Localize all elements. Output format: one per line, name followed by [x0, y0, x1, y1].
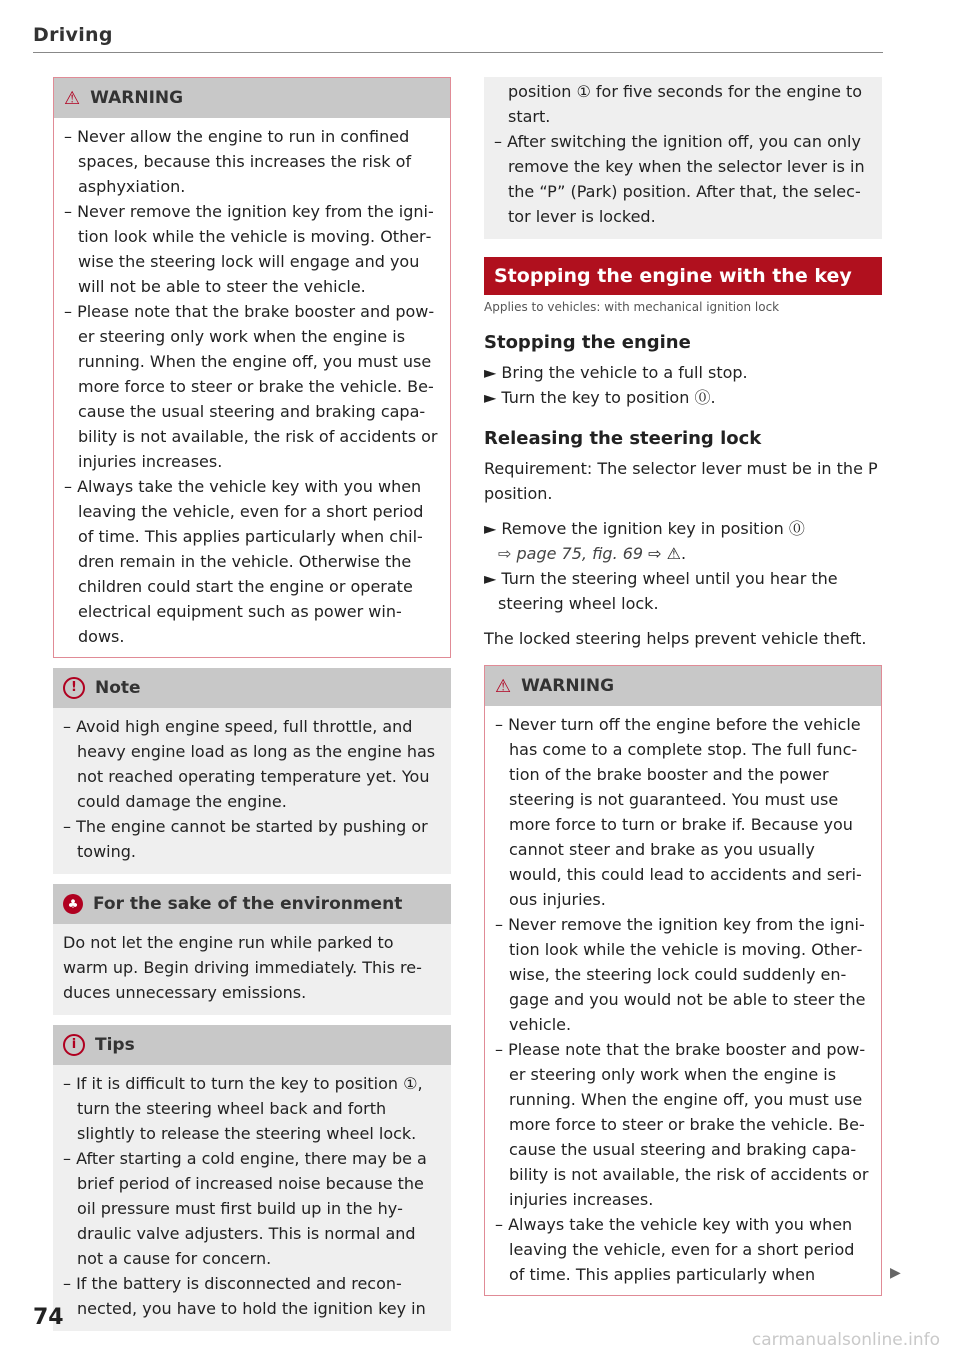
warning-title-text: WARNING: [521, 676, 615, 696]
tips-box-body: [53, 1065, 451, 1331]
page-number: 74: [33, 1305, 64, 1330]
tips-item: – If it is difficult to turn the key to position ①, turn the steering wheel back and forth slightly to release the steering wheel lock.: [63, 1074, 423, 1143]
warning-item: – Please note that the brake booster and power steering only work when the engine is running. When the engine off, you must use more force to steer or brake the vehicle. Because the usual steering and braking capability is not available, the risk of accidents or injuries increases.: [495, 1040, 869, 1209]
warning-item: – Never allow the engine to run in confined spaces, because this increases the risk of asphyxiation.: [64, 127, 412, 196]
tips-box: [53, 1025, 451, 1331]
warning-box-right-body: [485, 706, 881, 1295]
step: ► Turn the key to position ⓪.: [484, 388, 716, 407]
info-icon: i: [63, 1034, 85, 1056]
page-header: [33, 24, 883, 53]
step: ► Turn the steering wheel until you hear the steering wheel lock.: [484, 569, 838, 613]
environment-box-body: [53, 924, 451, 1015]
note-icon: !: [63, 677, 85, 699]
applies-to-text: Applies to vehicles: with mechanical ignition lock: [484, 300, 780, 314]
warning-item: – Never remove the ignition key from the ignition look while the vehicle is moving. Otherwise the steering lock will engage and you will not be able to steer the vehicle.: [64, 202, 434, 296]
leaf-icon: ♣: [63, 894, 83, 914]
page-header-title: Driving: [33, 24, 113, 46]
warning-box-title: [54, 78, 450, 118]
closing-text: The locked steering helps prevent vehicle theft.: [484, 629, 867, 648]
environment-title-text: For the sake of the environment: [93, 894, 403, 914]
step: ► Bring the vehicle to a full stop.: [484, 363, 748, 382]
warning-item: – Never turn off the engine before the vehicle has come to a complete stop. The full function of the brake booster and the power steering is not guaranteed. You must use more force to turn or brake if. Because you cannot steer and brake as you usually would, this could lead to accidents and serious injuries.: [495, 715, 862, 909]
note-box: [53, 668, 451, 874]
tips-item: – After starting a cold engine, there may be a brief period of increased noise because the oil pressure must first build up in the hydraulic valve adjusters. This is normal and not a cause for concern.: [63, 1149, 427, 1268]
note-box-body: [53, 708, 451, 874]
section-title: Stopping the engine with the key: [484, 257, 882, 295]
page-reference-link[interactable]: ⇨ page 75, fig. 69: [498, 544, 644, 563]
warning-item: – Never remove the ignition key from the ignition look while the vehicle is moving. Otherwise, the steering lock could suddenly engage and you would not be able to steer the vehicle.: [495, 915, 866, 1034]
warning-icon: ⚠: [495, 675, 512, 697]
warning-item: – Please note that the brake booster and power steering only work when the engine is running. When the engine off, you must use more force to steer or brake the vehicle. Because the usual steering and braking capability is not available, the risk of accidents or injuries increases.: [64, 302, 438, 471]
tips-continued-item: position ① for five seconds for the engine to start.: [508, 82, 863, 126]
environment-box: [53, 884, 451, 1015]
warning-item: – Always take the vehicle key with you when leaving the vehicle, even for a short period of time. This applies particularly when: [495, 1215, 855, 1284]
note-item: – The engine cannot be started by pushing or towing.: [63, 817, 428, 861]
environment-box-title: [53, 884, 451, 924]
tips-title-text: Tips: [95, 1035, 135, 1055]
environment-text: Do not let the engine run while parked to warm up. Begin driving immediately. This reduces unnecessary emissions.: [63, 933, 422, 1002]
tips-continued-box: [484, 77, 882, 239]
warning-icon: ⚠: [64, 87, 81, 109]
warning-box-right-title: [485, 666, 881, 706]
tips-box-title: [53, 1025, 451, 1065]
continue-arrow-icon: ▶: [890, 1265, 901, 1281]
step: [484, 516, 882, 566]
warning-box-body: [54, 118, 450, 657]
warning-title-text: WARNING: [90, 88, 184, 108]
requirement-text: Requirement: The selector lever must be in the P position.: [484, 459, 878, 503]
tips-continued-item: – After switching the ignition off, you can only remove the key when the selector lever is in the “P” (Park) position. After that, the selector lever is locked.: [494, 132, 865, 226]
tips-item: – If the battery is disconnected and reconnected, you have to hold the ignition key in: [63, 1274, 426, 1318]
warning-box-right: [484, 665, 882, 1296]
note-box-title: [53, 668, 451, 708]
note-title-text: Note: [95, 678, 141, 698]
stopping-heading: Stopping the engine: [484, 332, 691, 353]
step-text: ► Remove the ignition key in position ⓪: [484, 519, 805, 538]
warning-item: – Always take the vehicle key with you when leaving the vehicle, even for a short period of time. This applies particularly when children remain in the vehicle. Otherwise the children could start the engine or operate electrical equipment such as power windows.: [64, 477, 424, 646]
note-item: – Avoid high engine speed, full throttle, and heavy engine load as long as the engine has not reached operating temperature yet. You could damage the engine.: [63, 717, 436, 811]
watermark: carmanualsonline.info: [751, 1330, 940, 1350]
right-column: [484, 77, 882, 1306]
left-column: [53, 77, 451, 1341]
warning-box: [53, 77, 451, 658]
warning-reference: ⇨ ⚠.: [643, 544, 687, 563]
releasing-heading: Releasing the steering lock: [484, 428, 762, 449]
tips-continued-body: [484, 77, 882, 239]
